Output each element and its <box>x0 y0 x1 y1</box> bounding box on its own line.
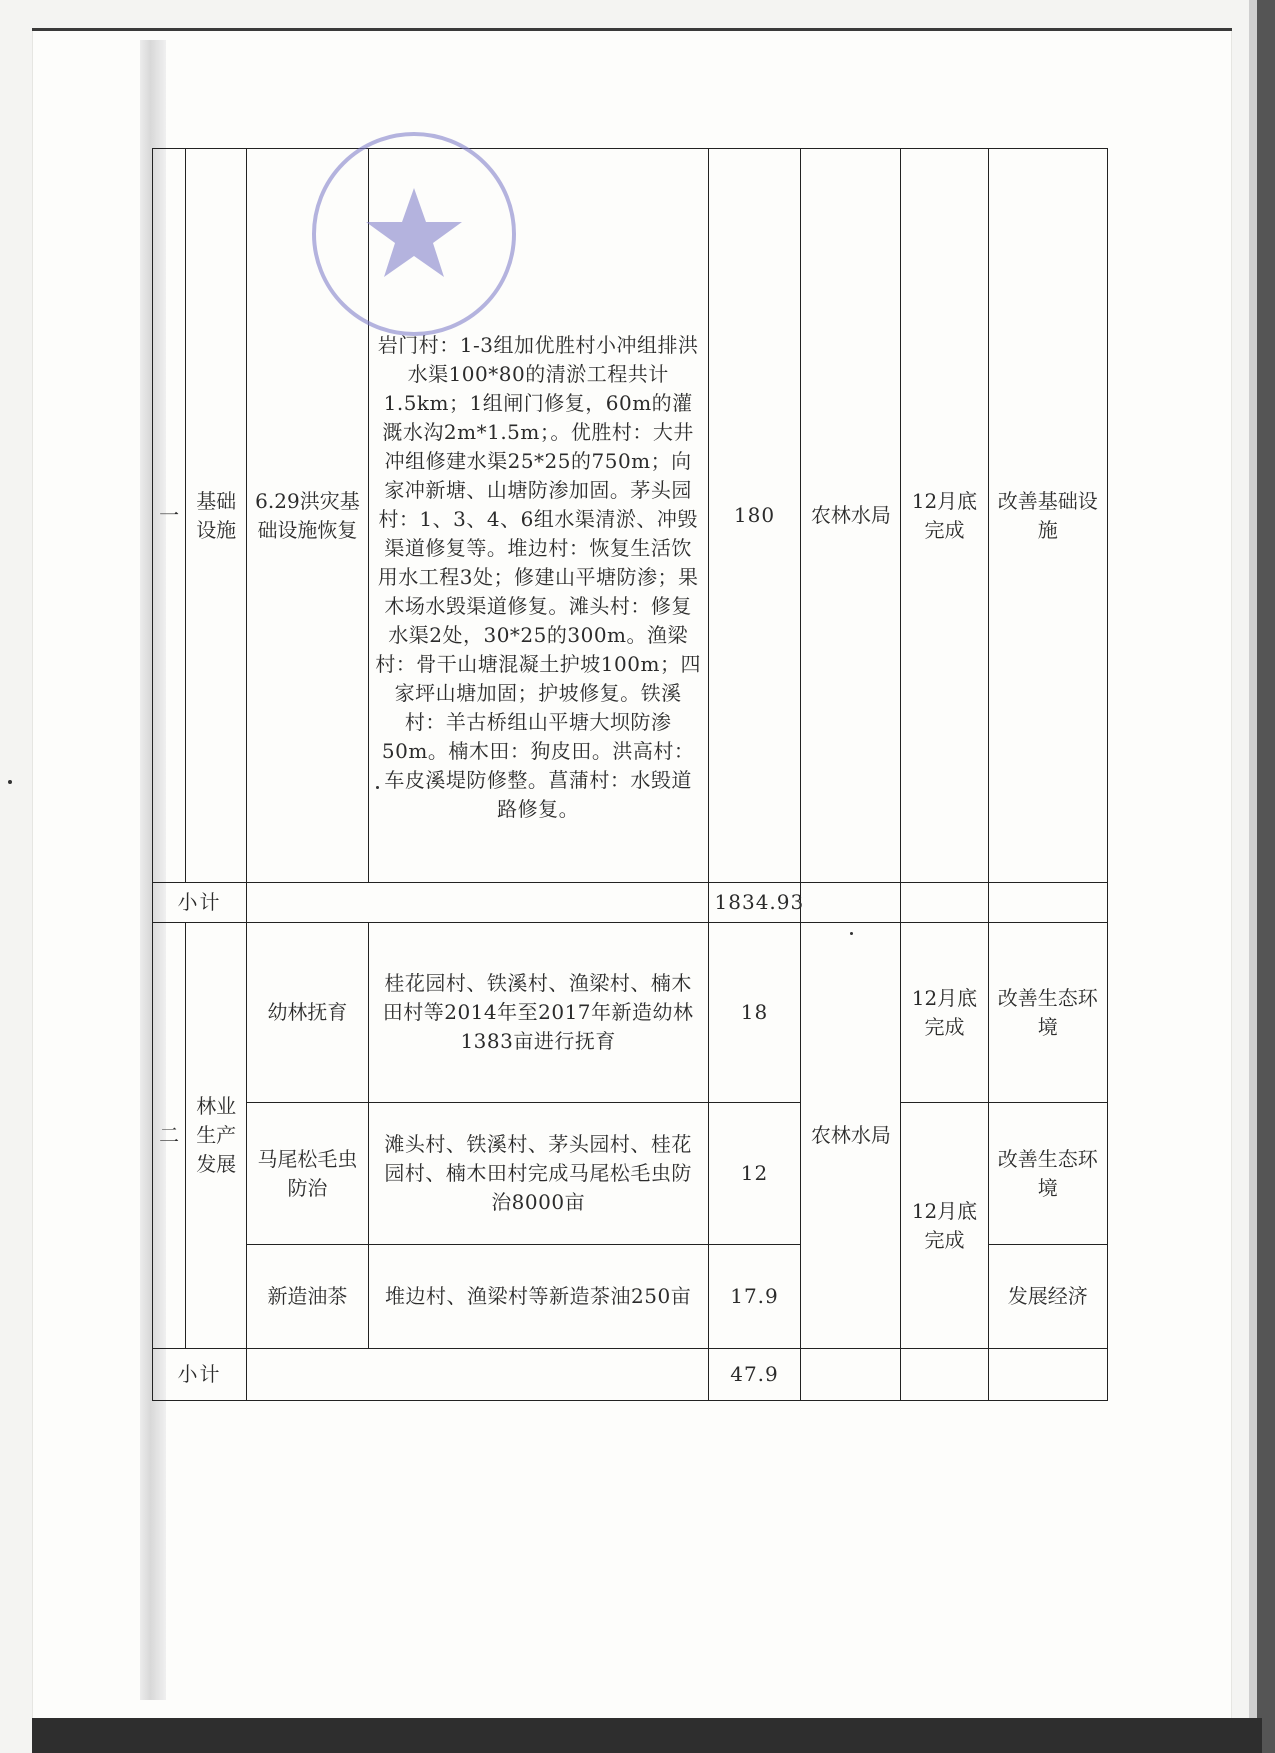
category-label: 林业生产发展 <box>196 1094 237 1176</box>
subtotal-empty <box>988 1349 1107 1401</box>
project-amount: 17.9 <box>708 1245 801 1349</box>
subtotal-amount: 47.9 <box>708 1349 801 1401</box>
goal: 改善生态环境 <box>988 1103 1107 1245</box>
section-index: 二 <box>153 923 186 1349</box>
subtotal-empty <box>801 1349 901 1401</box>
project-content-text: 岩门村：1-3组加优胜村小冲组排洪水渠100*80的清淤工程共计1.5km；1组闸门修复，60m的灌溉水沟2m*1.5m；。优胜村：大井冲组修建水渠25*25的750m；向家冲新塘、山塘防渗加固。茅头园村：1、3、4、6组水渠清淤、冲毁渠道修复等。堆边村：恢复生活饮用水工程3处；修建山平塘防渗；果木场水毁渠道修复。滩头村：修复水渠2处，30*25的300m。渔梁村：骨干山塘混凝土护坡100m；四家坪山塘加固；护坡修复。铁溪村：羊古桥组山平塘大坝防渗50m。楠木田：狗皮田。洪高村：车皮溪堤防修整。菖蒲村：水毁道路修复。 <box>375 333 701 821</box>
scan-speck <box>8 780 12 784</box>
subtotal-empty <box>901 883 988 923</box>
deadline: 12月底完成 <box>901 149 988 883</box>
scan-speck <box>376 786 379 789</box>
page-edge-bottom <box>32 1718 1262 1753</box>
subtotal-empty <box>901 1349 988 1401</box>
goal: 改善基础设施 <box>988 149 1107 883</box>
table-row <box>153 923 1108 1103</box>
deadline: 12月底完成 <box>901 1103 988 1349</box>
subtotal-empty <box>988 883 1107 923</box>
category-label: 基础设施 <box>196 488 237 542</box>
page-edge-right <box>1257 0 1275 1753</box>
goal: 改善生态环境 <box>988 923 1107 1103</box>
official-seal <box>306 126 522 342</box>
subtotal-empty <box>247 883 708 923</box>
subtotal-empty <box>247 1349 708 1401</box>
project-content: 滩头村、铁溪村、茅头园村、桂花园村、楠木田村完成马尾松毛虫防治8000亩 <box>368 1103 708 1245</box>
subtotal-row <box>153 883 1108 923</box>
section-category <box>186 149 247 883</box>
project-amount: 12 <box>708 1103 801 1245</box>
project-table <box>152 148 1108 1401</box>
section-category <box>186 923 247 1349</box>
subtotal-label: 小计 <box>153 1349 247 1401</box>
subtotal-row <box>153 1349 1108 1401</box>
page-edge-right-light <box>1249 0 1257 1753</box>
project-amount: 18 <box>708 923 801 1103</box>
deadline: 12月底完成 <box>901 923 988 1103</box>
goal: 发展经济 <box>988 1245 1107 1349</box>
table-row <box>153 1103 1108 1245</box>
project-name: 6.29洪灾基础设施恢复 <box>247 149 369 883</box>
project-name: 新造油茶 <box>247 1245 369 1349</box>
subtotal-amount: 1834.93 <box>708 883 801 923</box>
page-edge-top <box>32 28 1232 31</box>
project-content: 桂花园村、铁溪村、渔梁村、楠木田村等2014年至2017年新造幼林1383亩进行抚育 <box>368 923 708 1103</box>
responsible-unit: 农林水局 <box>801 149 901 883</box>
project-name: 幼林抚育 <box>247 923 369 1103</box>
project-amount: 180 <box>708 149 801 883</box>
subtotal-label: 小计 <box>153 883 247 923</box>
project-name: 马尾松毛虫防治 <box>247 1103 369 1245</box>
table-row <box>153 149 1108 883</box>
project-content: 堆边村、渔梁村等新造茶油250亩 <box>368 1245 708 1349</box>
subtotal-empty <box>801 883 901 923</box>
responsible-unit: 农林水局 <box>801 923 901 1349</box>
section-index: 一 <box>153 149 186 883</box>
scan-speck <box>850 932 853 935</box>
seal-star <box>366 188 462 277</box>
